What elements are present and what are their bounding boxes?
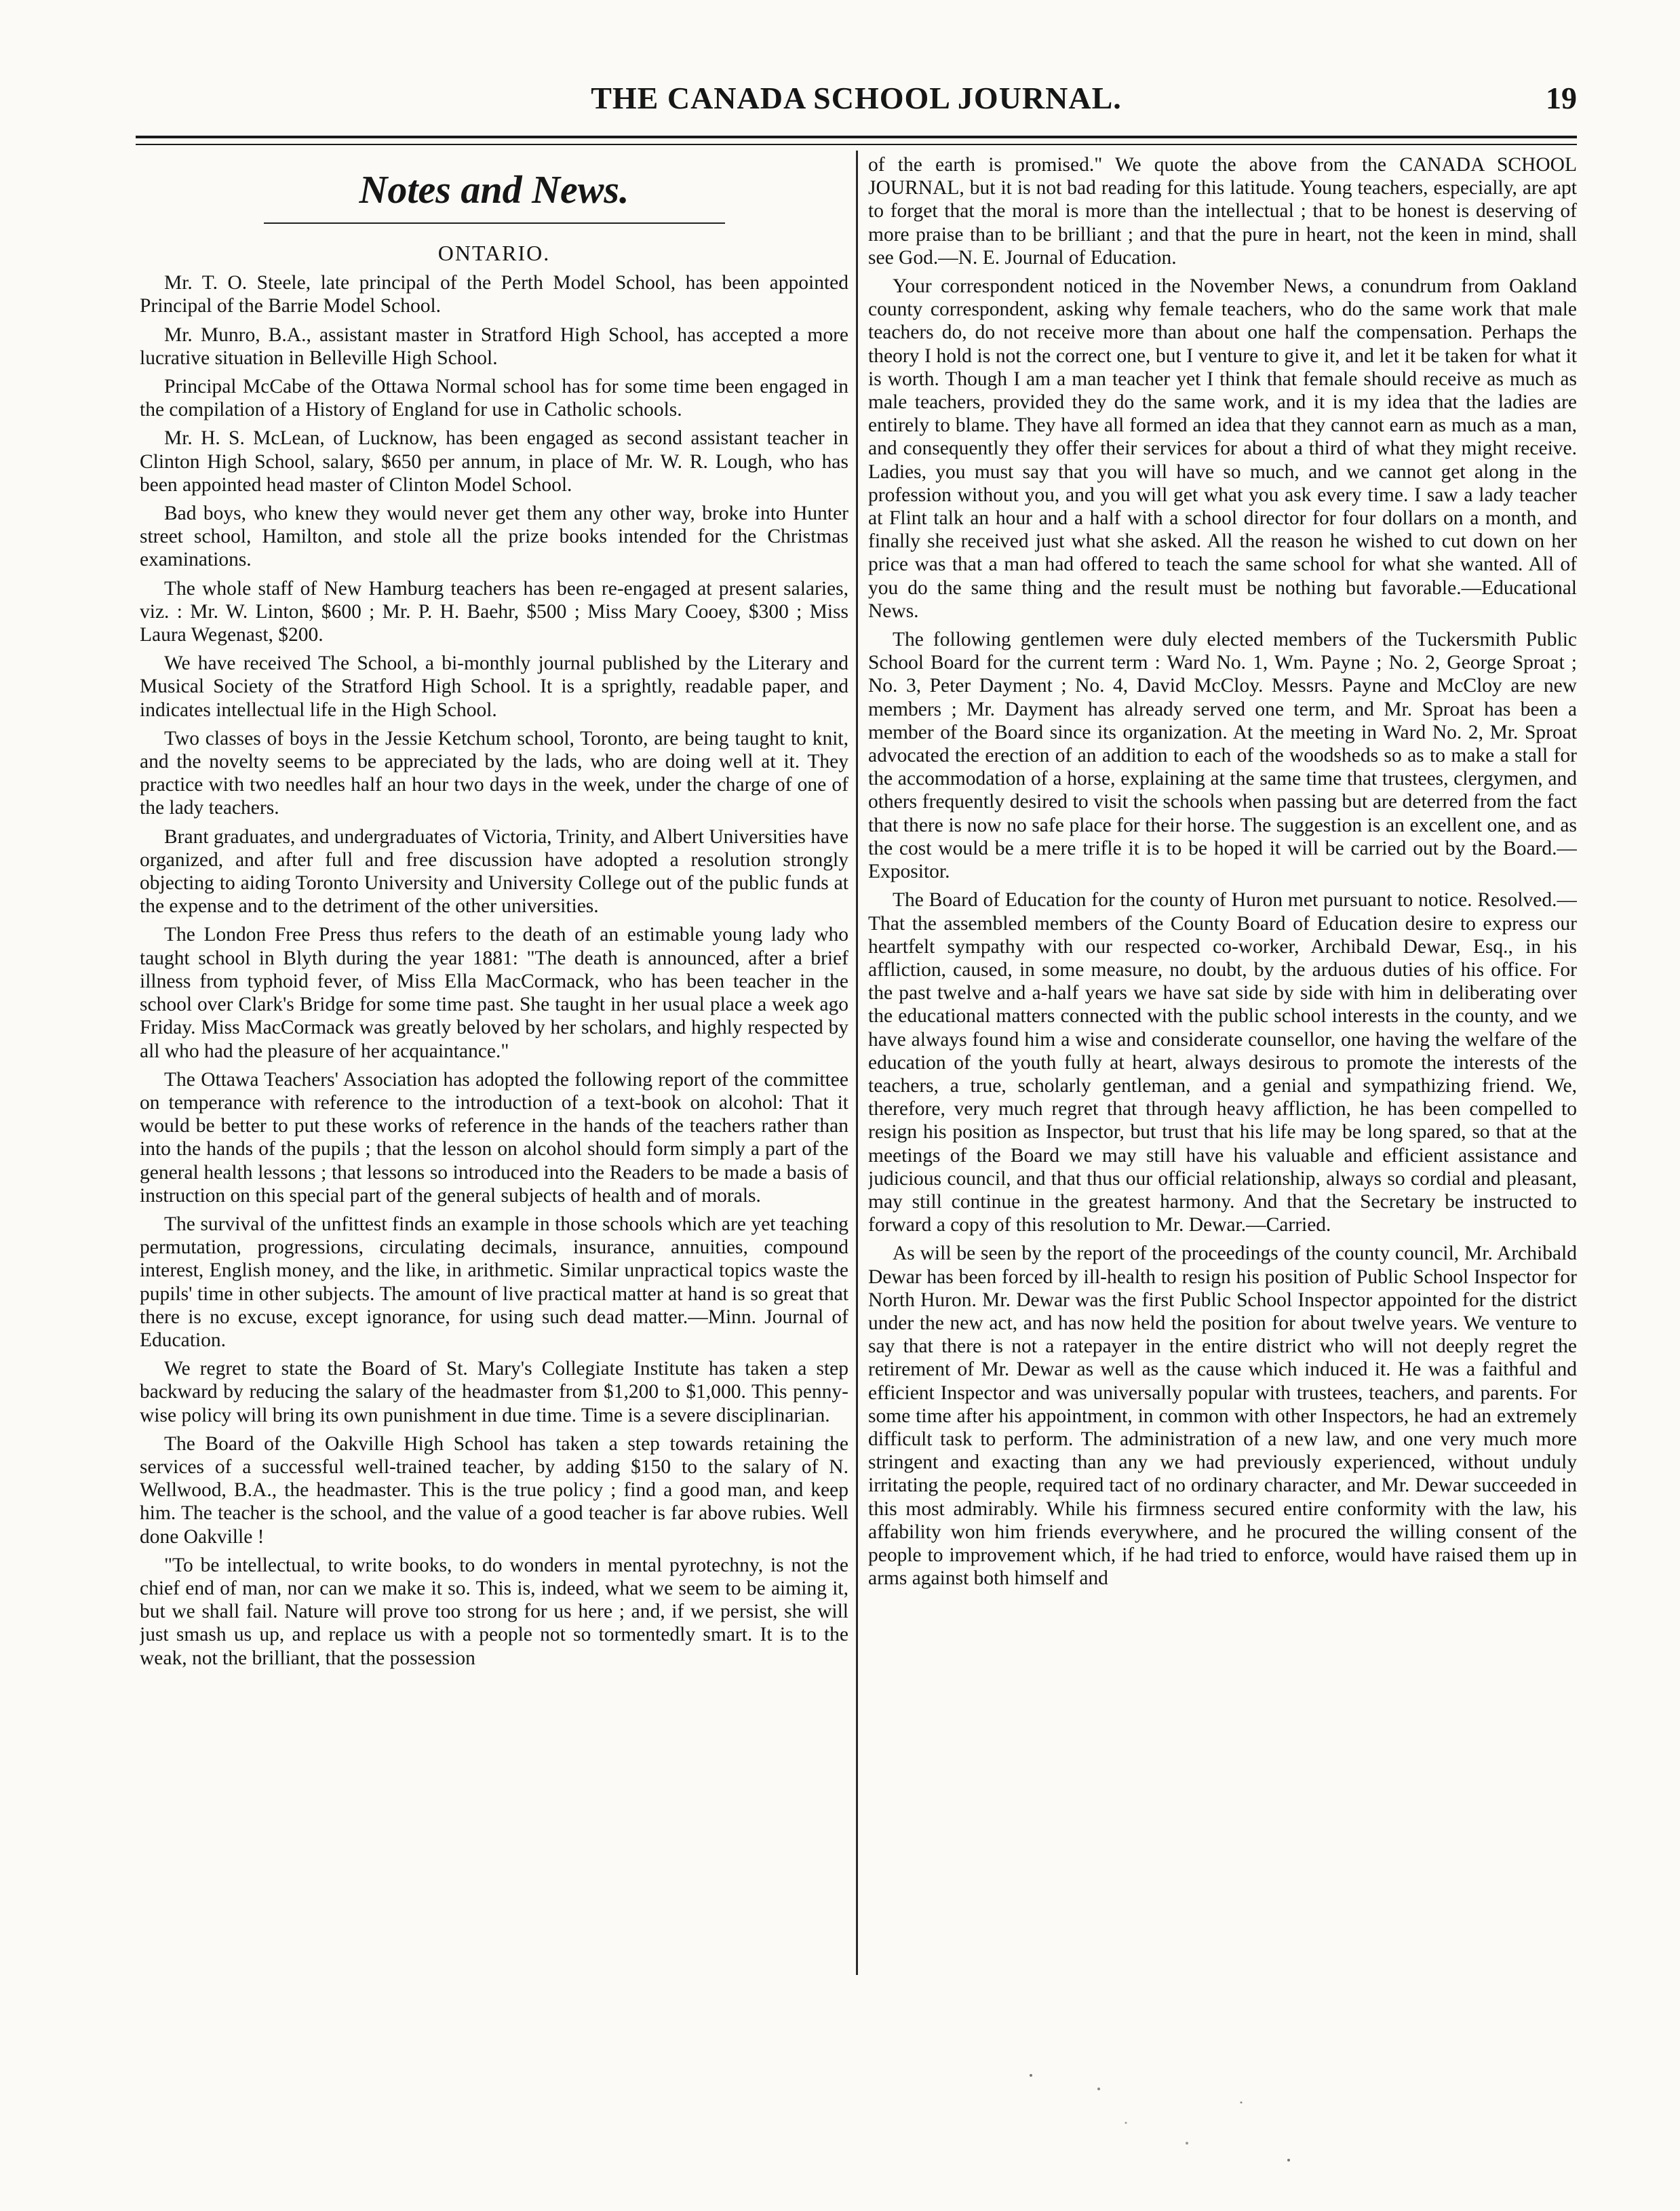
news-item: Brant graduates, and undergraduates of Victoria, Trinity, and Albert Universities have organized, and after full and free discussion have adopted a resolution strongly objecting to aiding Toronto University and University College out of the public funds at the expense and to the detriment of the other universities. [140,825,848,918]
news-item: Bad boys, who knew they would never get them any other way, broke into Hunter street school, Hamilton, and stole all the prize books intended for the Christmas examinations. [140,503,848,571]
news-item: The survival of the unfittest finds an example in those schools which are yet teaching permutation, progressions, circulating decimals, insurance, annuities, compound interest, English money, and the like, in arithmetic. Similar unpractical topics waste the pupils' time in other subjects. The amount of live practical matter at hand is so great that there is no excuse, except ignorance, for using such dead matter.—Minn. Journal of Education. [140,1213,848,1351]
news-item: The Board of Education for the county of Huron met pursuant to notice. Resolved.—That the assembled members of the County Board of Education desire to express our heartfelt sympathy with our respected co-worker, Archibald Dewar, Esq., in his affliction, caused, in some measure, no doubt, by the arduous duties of his office. For the past twelve and a-half years we have sat side by side with him in deliberating over the educational matters connected with the public school interests in the county, and we have always found him a wise and considerate counsellor, one having the welfare of the education of the youth fully at heart, always desirous to promote the interests of the teachers, a true, scholarly gentleman, and a genial and sympathizing friend. We, therefore, very much regret that through heavy affliction, he has been compelled to resign his position as Inspector, but trust that his life may be long spared, so that at the meetings of the Board we may still have his valuable and efficient assistance and judicious council, and that thus our official relationship, always so cordial and pleasant, may still continue in the greatest harmony. And that the Secretary be instructed to forward a copy of this resolution to Mr. Dewar.—Carried. [868,889,1577,1236]
section-rule [264,222,725,224]
header-rule-thin [136,144,1577,145]
journal-title: THE CANADA SCHOOL JOURNAL. [591,81,1122,115]
news-item-continued: of the earth is promised." We quote the above from the CANADA SCHOOL JOURNAL, but it is not bad reading for this latitude. Young teachers, especially, are apt to forget that the moral is more than the intellectual ; that to be honest is deserving of more praise than to be brilliant ; and that the pure in heart, not the keen in mind, shall see God.—N. E. Journal of Education. [868,154,1577,269]
news-item: Mr. Munro, B.A., assistant master in Stratford High School, has accepted a more lucrative situation in Belleville High School. [140,324,848,369]
news-item: The London Free Press thus refers to the death of an estimable young lady who taught school in Blyth during the year 1881: "The death is announced, after a brief illness from typhoid fever, of Miss Ella MacCormack, who has been teacher in the school over Clark's Bridge for some time past. She taught in her usual place a week ago Friday. Miss MacCormack was greatly beloved by her scholars, and highly respected by all who had the pleasure of her acquaintance." [140,924,848,1062]
news-item: Your correspondent noticed in the November News, a conundrum from Oakland county correspondent, asking why female teachers, who do the same work that male teachers do, do not receive more than about one half the compensation. Perhaps the theory I hold is not the correct one, but I venture to give it, and let it be taken for what it is worth. Though I am a man teacher yet I think that female should receive as much as male teachers, provided they do the same work, and it is my idea that the ladies are entirely to blame. They have all formed an idea that they cannot earn as much as a man, and consequently they offer their services for about a third of what they might receive. Ladies, you must say that you will have so much, and we cannot get along in the profession without you, and you will get what you ask every time. I saw a lady teacher at Flint talk an hour and a half with a school director for four dollars on a month, and finally she received just what she asked. All the reason he wished to cut down on her price was that a man had offered to teach the same school for what she wanted. All of you do the same thing and the result must be nothing but favorable.—Educational News. [868,275,1577,622]
news-item: The following gentlemen were duly elected members of the Tuckersmith Public School Board for the current term : Ward No. 1, Wm. Payne ; No. 2, George Sproat ; No. 3, Peter Dayment ; No. 4, David McCloy. Messrs. Payne and McCloy are new members ; Mr. Dayment has already served one term, and Mr. Sproat has been a member of the Board since its organization. At the meeting in Ward No. 2, Mr. Sproat advocated the erection of an addition to each of the woodsheds so as to make a stall for the accommodation of a horse, explaining at the same time that trustees, clergymen, and others frequently desired to visit the schools when passing but are deterred from the fact that there is now no safe place for their horse. The suggestion is an excellent one, and as the cost would be a mere trifle it is to be hoped it will be carried out by the Board.—Expositor. [868,629,1577,883]
page-header [136,80,1577,128]
news-item: Principal McCabe of the Ottawa Normal school has for some time been engaged in the compilation of a History of England for use in Catholic schools. [140,376,848,421]
news-item: Mr. T. O. Steele, late principal of the Perth Model School, has been appointed Principal of the Barrie Model School. [140,272,848,317]
region-heading: ONTARIO. [437,241,551,265]
news-item: The Board of the Oakville High School has taken a step towards retaining the services of a successful well-trained teacher, by adding $150 to the salary of N. Wellwood, B.A., the headmaster. This is the true policy ; find a good man, and keep him. The teacher is the school, and the value of a good teacher is far above rubies. Well done Oakville ! [140,1432,848,1548]
news-item: "To be intellectual, to write books, to do wonders in mental pyrotechny, is not the chief end of man, nor can we make it so. This is, indeed, what we seem to be aiming it, but we shall fail. Nature will prove too strong for us here ; and, if we persist, she will just smash us up, and replace us with a people not so tormentedly smart. It is to the weak, not the brilliant, that the possession [140,1554,848,1669]
news-item: Two classes of boys in the Jessie Ketchum school, Toronto, are being taught to knit, and the novelty seems to be appreciated by the lads, who are doing well at it. They practice with two needles half an hour two days in the week, under the charge of one of the lady teachers. [140,727,848,819]
left-column [140,153,848,1978]
header-rule-thick [136,136,1577,138]
news-item: The Ottawa Teachers' Association has adopted the following report of the committee on temperance with reference to the introduction of a text-book on alcohol: That it would be better to put these works of reference in the hands of the teachers rather than into the hands of the pupils ; that the lesson on alcohol should form simply a part of the general health lessons ; that lessons so introduced into the Readers to be made a basis of instruction on this special part of the general subjects of health and of morals. [140,1068,848,1207]
page-number: 19 [1546,81,1577,115]
news-item: We have received The School, a bi-monthly journal published by the Literary and Musical Society of the Stratford High School. It is a sprightly, readable paper, and indicates intellectual life in the High School. [140,652,848,721]
news-item: We regret to state the Board of St. Mary's Collegiate Institute has taken a step backward by reducing the salary of the headmaster from $1,200 to $1,000. This penny-wise policy will bring its own punishment in due time. Time is a severe disciplinarian. [140,1358,848,1426]
news-item: The whole staff of New Hamburg teachers has been re-engaged at present salaries, viz. : Mr. W. Linton, $600 ; Mr. P. H. Baehr, $500 ; Miss Mary Cooey, $300 ; Miss Laura Wegenast, $200. [140,577,848,646]
news-item: As will be seen by the report of the proceedings of the county council, Mr. Archibald Dewar has been forced by ill-health to resign his position of Public School Inspector for North Huron. Mr. Dewar was the first Public School Inspector appointed for the district under the new act, and has now held the position for about twelve years. We venture to say that there is not a ratepayer in the entire district who will not deeply regret the retirement of Mr. Dewar as well as the cause which induced it. He was a faithful and efficient Inspector and was universally popular with trustees, teachers, and parents. For some time after his appointment, in common with other Inspectors, he had an extremely difficult task to perform. The administration of a new law, and one very much more stringent and exacting than any we had previously experienced, without unduly irritating the people, required tact of no ordinary character, and Mr. Dewar succeeded in this most admirably. While his firmness secured entire conformity with the law, his affability won him friends everywhere, and he procured the willing consent of the people to improvement which, if he had tried to enforce, would have raised them up in arms against both himself and [868,1243,1577,1590]
print-specks [1017,2062,1302,2170]
news-item: Mr. H. S. McLean, of Lucknow, has been engaged as second assistant teacher in Clinton High School, salary, $650 per annum, in place of Mr. W. R. Lough, who has been appointed head master of Clinton Model School. [140,427,848,496]
column-divider [856,151,858,1975]
right-column [868,153,1577,1978]
section-title: Notes and News. [359,168,629,212]
